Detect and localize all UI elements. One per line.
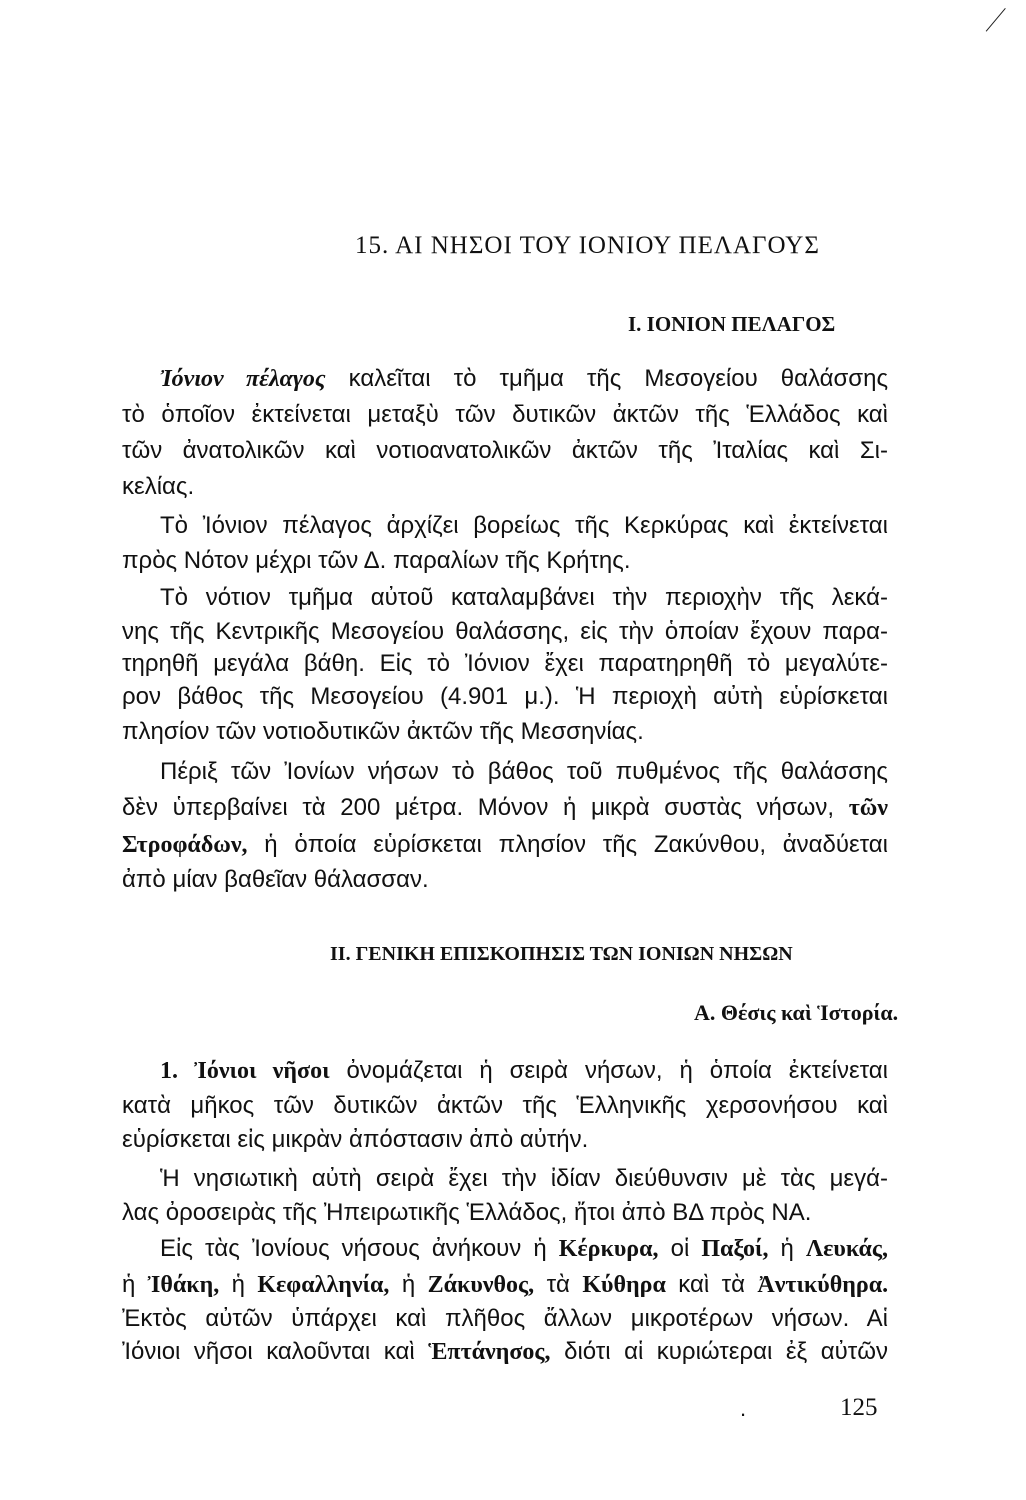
bold-text: Στροφάδων, bbox=[122, 832, 248, 858]
island-name-paxoi: Παξοί, bbox=[701, 1236, 769, 1262]
bold-text: τῶν bbox=[848, 795, 888, 821]
text-line bbox=[122, 1269, 888, 1301]
island-name-kythira: Κύθηρα bbox=[582, 1272, 666, 1298]
text-line: πλησίον τῶν νοτιοδυτικῶν ἀκτῶν τῆς Μεσσηνίας. bbox=[122, 718, 644, 745]
text-span: ἡ bbox=[122, 1271, 136, 1298]
text-span: διότι αἱ κυριώτεραι ἐξ αὐτῶν bbox=[564, 1338, 888, 1365]
text-span: Ἰόνιοι νῆσοι καλοῦνται καὶ bbox=[122, 1338, 415, 1365]
text-line: τῶν ἀνατολικῶν καὶ νοτιοανατολικῶν ἀκτῶν τῆς Ἰταλίας καὶ Σι- bbox=[122, 437, 888, 464]
island-name-ithaki: Ἰθάκη, bbox=[147, 1272, 220, 1298]
text-line: νης τῆς Κεντρικῆς Μεσογείου θαλάσσης, εἰς τὴν ὁποίαν ἔχουν παρα- bbox=[122, 618, 888, 645]
text-span: καὶ τὰ bbox=[678, 1271, 745, 1298]
text-line bbox=[160, 363, 888, 395]
chapter-title: 15. ΑΙ ΝΗΣΟΙ ΤΟΥ ΙΟΝΙΟΥ ΠΕΛΑΓΟΥΣ bbox=[355, 232, 820, 259]
text-line bbox=[122, 829, 888, 861]
text-span: καλεῖται τὸ τμῆμα τῆς Μεσογείου θαλάσσης bbox=[348, 365, 888, 392]
section-heading-general-overview: II. ΓΕΝΙΚΗ ΕΠΙΣΚΟΠΗΣΙΣ ΤΩΝ ΙΟΝΙΩΝ ΝΗΣΩΝ bbox=[330, 943, 793, 965]
text-span: δὲν ὑπερβαίνει τὰ 200 μέτρα. Μόνον ἡ μικρὰ συστὰς νήσων, bbox=[122, 794, 835, 821]
island-name-lefkas: Λευκάς, bbox=[805, 1236, 888, 1262]
text-line: εὑρίσκεται εἰς μικρὰν ἀπόστασιν ἀπὸ αὐτήν. bbox=[122, 1126, 589, 1153]
text-span: ἡ bbox=[401, 1271, 416, 1298]
page-number: 125 bbox=[840, 1394, 878, 1421]
subsection-heading-position-history: Α. Θέσις καὶ Ἱστορία. bbox=[694, 1000, 899, 1025]
text-line: Τὸ νότιον τμῆμα αὐτοῦ καταλαμβάνει τὴν περιοχὴν τῆς λεκά- bbox=[160, 584, 888, 611]
section-heading-ionian-sea: I. ΙΟΝΙΟΝ ΠΕΛΑΓΟΣ bbox=[628, 312, 836, 336]
text-span: ἡ ὁποία εὑρίσκεται πλησίον τῆς Ζακύνθου, ἀναδύεται bbox=[264, 831, 888, 858]
term-eptanisos: Ἑπτάνησος, bbox=[428, 1339, 551, 1365]
island-name-kefallinia: Κεφαλληνία, bbox=[257, 1272, 390, 1298]
text-line bbox=[160, 1233, 888, 1265]
text-line: Πέριξ τῶν Ἰονίων νήσων τὸ βάθος τοῦ πυθμένος τῆς θαλάσσης bbox=[160, 758, 888, 785]
text-span: Εἰς τὰς Ἰονίους νήσους ἀνήκουν ἡ bbox=[160, 1235, 547, 1262]
text-line bbox=[160, 1055, 888, 1087]
text-line: Ἡ νησιωτικὴ αὐτὴ σειρὰ ἔχει τὴν ἰδίαν διεύθυνσιν μὲ τὰς μεγά- bbox=[160, 1165, 888, 1192]
stray-mark: . bbox=[740, 1396, 747, 1421]
text-span: ὀνομάζεται ἡ σειρὰ νήσων, ἡ ὁποία ἐκτείνεται bbox=[346, 1057, 888, 1084]
text-span: οἱ bbox=[670, 1235, 690, 1262]
text-line: Ἐκτὸς αὐτῶν ὑπάρχει καὶ πλῆθος ἄλλων μικροτέρων νήσων. Αἱ bbox=[122, 1305, 888, 1332]
text-line bbox=[122, 1336, 888, 1368]
text-line: τηρηθῆ μεγάλα βάθη. Εἰς τὸ Ἰόνιον ἔχει παρατηρηθῆ τὸ μεγαλύτε- bbox=[122, 650, 888, 677]
text-line: κατὰ μῆκος τῶν δυτικῶν ἀκτῶν τῆς Ἑλληνικῆς χερσονήσου καὶ bbox=[122, 1092, 888, 1119]
island-name-zakynthos: Ζάκυνθος, bbox=[427, 1272, 535, 1298]
text-line: πρὸς Νότον μέχρι τῶν Δ. παραλίων τῆς Κρήτης. bbox=[122, 547, 631, 574]
term-ionian-sea: Ἰόνιον πέλαγος bbox=[160, 366, 326, 392]
text-line: κελίας. bbox=[122, 473, 195, 500]
text-line: τὸ ὁποῖον ἐκτείνεται μεταξὺ τῶν δυτικῶν ἀκτῶν τῆς Ἑλλάδος καὶ bbox=[122, 401, 888, 428]
text-span: ἡ bbox=[231, 1271, 245, 1298]
text-span: ἡ bbox=[780, 1235, 794, 1262]
text-line: λας ὀροσειρὰς τῆς Ἠπειρωτικῆς Ἑλλάδος, ἤτοι ἀπὸ ΒΔ πρὸς ΝΑ. bbox=[122, 1199, 812, 1226]
text-line: ρον βάθος τῆς Μεσογείου (4.901 μ.). Ἡ περιοχὴ αὐτὴ εὑρίσκεται bbox=[122, 683, 888, 710]
text-line bbox=[122, 792, 888, 824]
term-ionian-islands: 1. Ἰόνιοι νῆσοι bbox=[160, 1058, 330, 1084]
island-name-antikythira: Ἀντικύθηρα. bbox=[757, 1272, 888, 1298]
corner-pen-mark bbox=[986, 8, 1006, 32]
text-line: Τὸ Ἰόνιον πέλαγος ἀρχίζει βορείως τῆς Κερκύρας καὶ ἐκτείνεται bbox=[160, 512, 888, 539]
island-name-kerkyra: Κέρκυρα, bbox=[558, 1236, 659, 1262]
text-span: τὰ bbox=[546, 1271, 570, 1298]
text-line: ἀπὸ μίαν βαθεῖαν θάλασσαν. bbox=[122, 866, 429, 893]
